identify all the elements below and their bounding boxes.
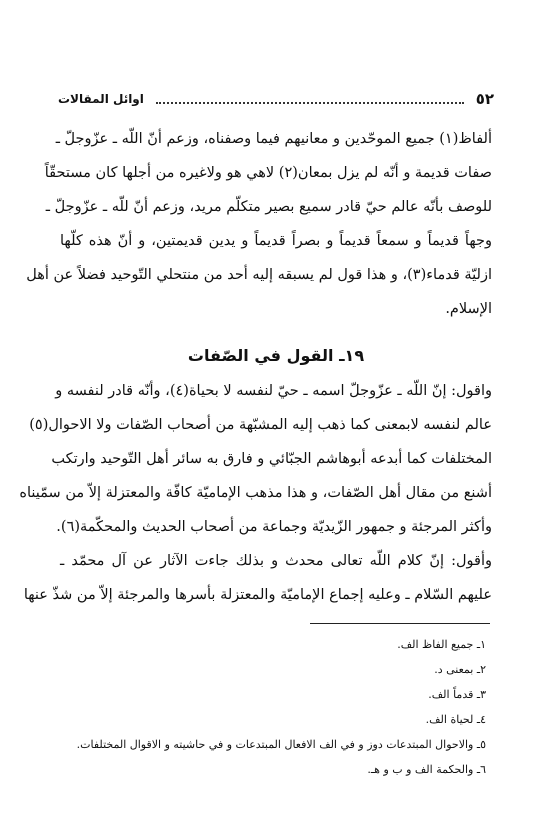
page-header: [58, 86, 494, 112]
running-title: اوائل المقالات: [58, 92, 144, 106]
text-line: المختلفات كما أبدعه أبوهاشم الجبّائي و فارق به سائر أهل التّوحيد وارتكب: [51, 451, 492, 467]
text-line: للوصف بأنّه عالم حيّ قادر سميع بصير متكلّم مريد، وزعم أنّ للّه ـ عزّوجلّ ـ: [45, 199, 492, 215]
text-line: عالم لنفسه لابمعنى كما ذهب إليه المشبّهة من أصحاب الصّفات ولا الاحوال(٥): [29, 417, 492, 433]
footnote: ٢ـ بمعنى د.: [434, 663, 486, 676]
section-heading: ١٩ـ القول في الصّفات: [187, 346, 365, 365]
text-line: أشنع من مقال أهل الصّفات، و هذا مذهب الإماميّة كافّة والمعتزلة إلاّ من سمّيناه: [19, 485, 492, 501]
footnote: ٣ـ قدماً الف.: [428, 688, 486, 701]
text-line: وأقول: إنّ كلام اللّه تعالى محدث و بذلك جاءت الآثار عن آل محمّد ـ: [60, 553, 492, 569]
text-line: واقول: إنّ اللّه ـ عزّوجلّ اسمه ـ حيّ لنفسه لا بحياة(٤)، وأنّه قادر لنفسه و: [55, 383, 492, 399]
footnote: ١ـ جميع الفاظ الف.: [397, 638, 486, 651]
footnote: ٤ـ لحياة الف.: [425, 713, 486, 726]
text-line: وجهاً قديماً و سمعاً قديماً و بصراً قديماً و يدين قديمتين، و أنّ هذه كلّها: [60, 233, 492, 249]
text-line: وأكثر المرجئة و جمهور الزّيديّة وجماعة من أصحاب الحديث والمحكّمة(٦).: [56, 519, 492, 535]
paragraph-1: [26, 122, 492, 326]
page-number: ٥٢: [475, 90, 494, 108]
header-dotted-leader: [156, 101, 464, 104]
paragraph-3: [23, 544, 492, 612]
text-line: عليهم السّلام ـ وعليه إجماع الإماميّة والمعتزلة بأسرها والمرجئة إلاّ من شذّ عنها: [23, 587, 492, 603]
text-line: ازليّة قدماء(٣)، و هذا قول لم يسبقه إليه أحد من منتحلي التّوحيد فضلاً عن أهل: [26, 267, 492, 283]
footnote-divider: [310, 623, 490, 624]
footnotes: [60, 632, 486, 782]
footnote: ٥ـ والاحوال المبتدعات دوز و في الف الافعال المبتدعات و في حاشيته و الاقوال المختلفات.: [76, 738, 486, 751]
text-line: صفات قديمة و أنّه لم يزل بمعان(٢) لاهي هو ولاغيره من أجلها كان مستحقّاً: [44, 165, 492, 181]
text-line: ألفاظ(١) جميع الموحّدين و معانيهم فيما وصفناه، وزعم أنّ اللّه ـ عزّوجلّ ـ: [55, 131, 492, 147]
footnote: ٦ـ والحكمة الف و ب و هـ.: [367, 763, 486, 776]
text-line: الإسلام.: [445, 301, 492, 317]
paragraph-2: [19, 374, 492, 544]
